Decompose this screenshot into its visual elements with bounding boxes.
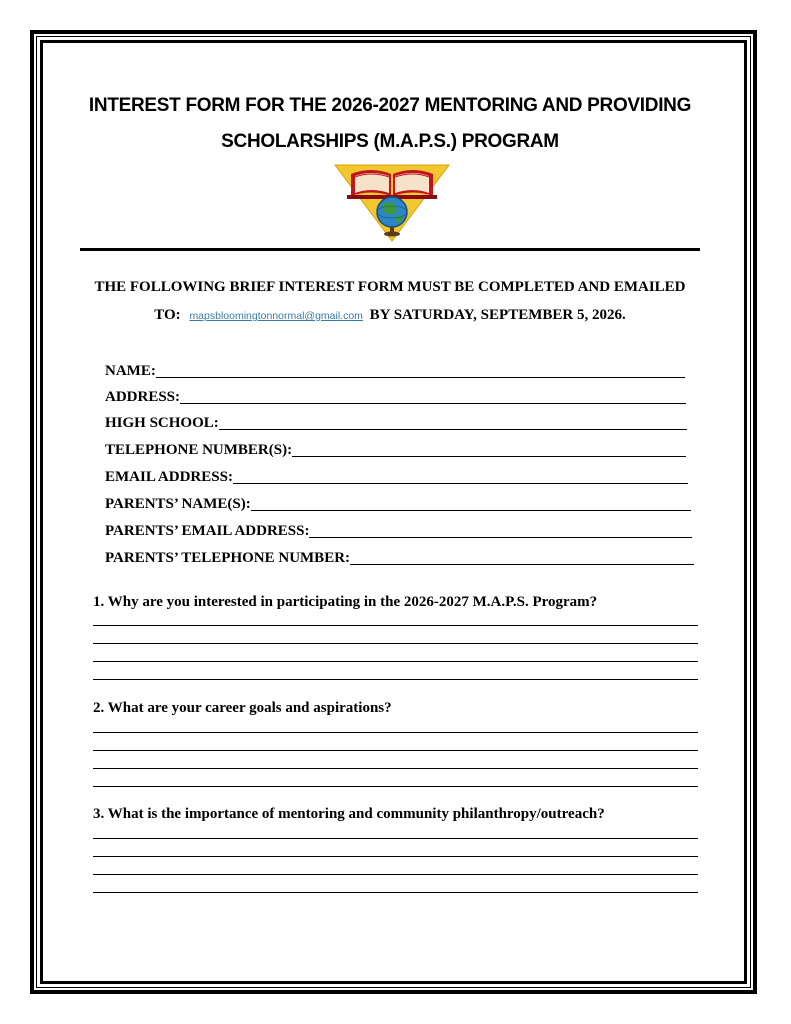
parents-telephone-field-label: PARENTS’ TELEPHONE NUMBER: (105, 550, 351, 566)
answer-line[interactable] (93, 856, 698, 857)
answer-line[interactable] (93, 643, 698, 644)
telephone-field-label: TELEPHONE NUMBER(S): (105, 442, 293, 458)
answer-line[interactable] (93, 768, 698, 769)
answer-line[interactable] (93, 679, 698, 680)
question-1: 1. Why are you interested in participating in the 2026-2027 M.A.P.S. Program? (93, 594, 598, 610)
name-field-blank[interactable] (156, 363, 685, 378)
answer-line[interactable] (93, 750, 698, 751)
parents-telephone-field-blank[interactable] (350, 550, 694, 565)
title-divider (80, 248, 700, 251)
form-title-line-2: SCHOLARSHIPS (M.A.P.S.) PROGRAM (221, 131, 559, 152)
to-label: TO: (154, 307, 181, 323)
parents-email-field-blank[interactable] (309, 523, 692, 538)
answer-line[interactable] (93, 892, 698, 893)
high-school-field-blank[interactable] (219, 415, 687, 430)
form-title-line-1: INTEREST FORM FOR THE 2026-2027 MENTORING AND PROVIDING (88, 95, 692, 116)
email-address-field[interactable] (105, 466, 688, 486)
parents-name-field[interactable] (105, 493, 691, 513)
answer-line[interactable] (93, 625, 698, 626)
instructions-line-1: THE FOLLOWING BRIEF INTEREST FORM MUST BE COMPLETED AND EMAILED (94, 279, 686, 295)
address-field[interactable] (105, 386, 686, 406)
answer-line[interactable] (93, 838, 698, 839)
question-2: 2. What are your career goals and aspirations? (93, 700, 392, 716)
high-school-field-label: HIGH SCHOOL: (105, 415, 219, 431)
parents-email-field[interactable] (105, 520, 692, 540)
answer-line[interactable] (93, 732, 698, 733)
submission-email-link[interactable]: mapsbloomingtonnormal@gmail.com (189, 310, 363, 322)
deadline-text: BY SATURDAY, SEPTEMBER 5, 2026. (369, 307, 626, 323)
answer-line[interactable] (93, 874, 698, 875)
answer-line[interactable] (93, 661, 698, 662)
parents-email-field-label: PARENTS’ EMAIL ADDRESS: (105, 523, 310, 539)
book-globe-triangle-logo (333, 164, 451, 242)
email-address-field-label: EMAIL ADDRESS: (105, 469, 233, 485)
parents-name-field-blank[interactable] (251, 496, 691, 511)
high-school-field[interactable] (105, 412, 687, 432)
telephone-field-blank[interactable] (292, 442, 686, 457)
answer-line[interactable] (93, 786, 698, 787)
address-field-label: ADDRESS: (105, 389, 181, 405)
parents-name-field-label: PARENTS’ NAME(S): (105, 496, 251, 512)
question-3: 3. What is the importance of mentoring and community philanthropy/outreach? (93, 806, 605, 822)
email-address-field-blank[interactable] (233, 469, 688, 484)
name-field[interactable] (105, 360, 685, 380)
telephone-field[interactable] (105, 439, 686, 459)
instructions-line-2 (70, 307, 710, 324)
address-field-blank[interactable] (180, 389, 686, 404)
parents-telephone-field[interactable] (105, 547, 694, 567)
name-field-label: NAME: (105, 363, 156, 379)
